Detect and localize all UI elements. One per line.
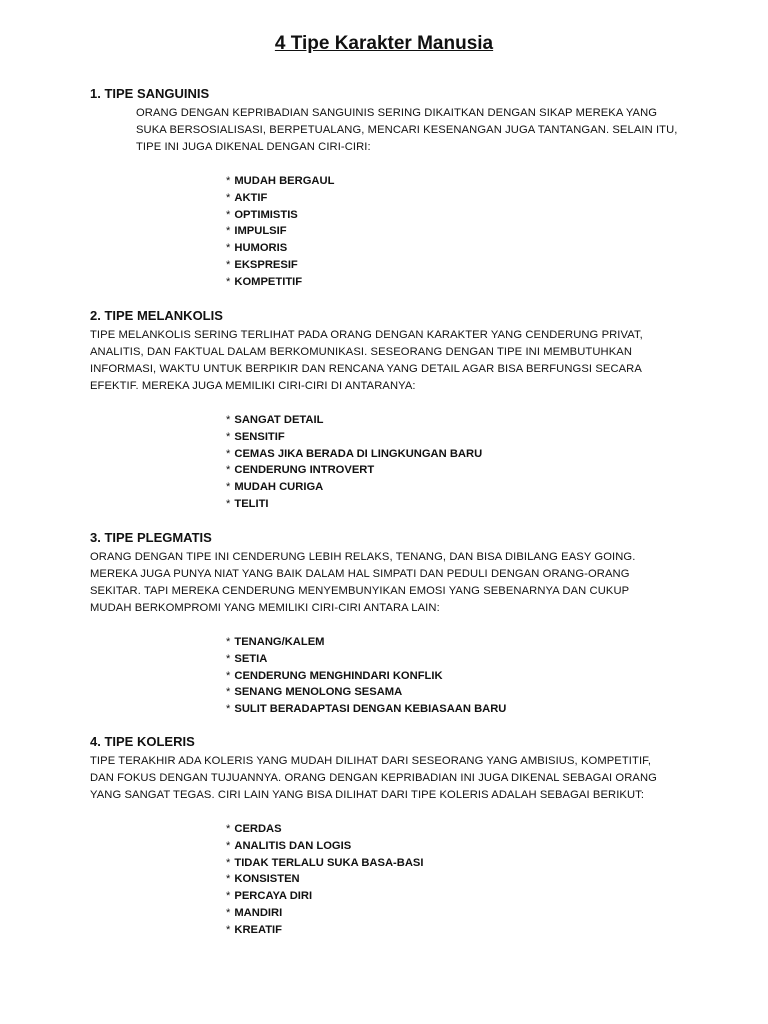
list-item-text: HUMORIS <box>234 242 288 255</box>
paragraph-line: SEKITAR. TAPI MEREKA CENDERUNG MENYEMBUNYIKAN EMOSI YANG SEBENARNYA DAN CUKUP <box>90 585 630 597</box>
section-paragraph <box>90 549 708 617</box>
section-koleris <box>90 733 708 939</box>
list-item-text: CEMAS JIKA BERADA DI LINGKUNGAN BARU <box>234 447 483 460</box>
paragraph-line: INFORMASI, WAKTU UNTUK BERPIKIR DAN RENCANA YANG DETAIL AGAR BISA BERFUNGSI SECARA <box>90 363 642 375</box>
bullet-marker: * <box>226 923 231 936</box>
paragraph-line: DAN FOKUS DENGAN TUJUANNYA. ORANG DENGAN KEPRIBADIAN INI JUGA DIKENAL SEBAGAI ORANG <box>90 772 657 784</box>
list-item-text: MANDIRI <box>234 906 283 919</box>
list-item-text: CENDERUNG MENGHINDARI KONFLIK <box>234 669 443 682</box>
list-item-text: EKSPRESIF <box>234 258 298 271</box>
paragraph-line: TIPE MELANKOLIS SERING TERLIHAT PADA ORANG DENGAN KARAKTER YANG CENDERUNG PRIVAT, <box>90 329 643 341</box>
bullet-marker: * <box>226 225 231 238</box>
paragraph-line: TIPE TERAKHIR ADA KOLERIS YANG MUDAH DILIHAT DARI SESEORANG YANG AMBISIUS, KOMPETITIF, <box>90 755 652 767</box>
list-item <box>226 838 708 855</box>
list-item-text: TIDAK TERLALU SUKA BASA-BASI <box>234 856 424 869</box>
paragraph-line: ORANG DENGAN TIPE INI CENDERUNG LEBIH RELAKS, TENANG, DAN BISA DIBILANG EASY GOING. <box>90 551 636 563</box>
bullet-marker: * <box>226 430 231 443</box>
bullet-marker: * <box>226 703 231 716</box>
bullet-marker: * <box>226 497 231 510</box>
list-item-text: KREATIF <box>234 923 283 936</box>
list-item <box>226 240 708 257</box>
list-item <box>226 412 708 429</box>
bullet-marker: * <box>226 890 231 903</box>
bullet-marker: * <box>226 175 231 187</box>
paragraph-line: SUKA BERSOSIALISASI, BERPETUALANG, MENCARI KESENANGAN JUGA TANTANGAN. SELAIN ITU, <box>136 124 678 136</box>
paragraph-line: MEREKA JUGA PUNYA NIAT YANG BAIK DALAM HAL SIMPATI DAN PEDULI DENGAN ORANG-ORANG <box>90 568 630 580</box>
list-item <box>226 634 708 651</box>
bullet-marker: * <box>226 191 231 204</box>
list-item <box>226 701 708 718</box>
list-item <box>226 651 708 668</box>
section-heading: 4. TIPE KOLERIS <box>90 734 195 749</box>
paragraph-line: ORANG DENGAN KEPRIBADIAN SANGUINIS SERING DIKAITKAN DENGAN SIKAP MEREKA YANG <box>136 107 658 119</box>
list-item <box>226 888 708 905</box>
list-item <box>226 274 708 291</box>
bullet-marker: * <box>226 823 231 835</box>
list-item-text: ANALITIS DAN LOGIS <box>234 839 352 852</box>
paragraph-line: ANALITIS, DAN FAKTUAL DALAM BERKOMUNIKASI. SESEORANG DENGAN TIPE INI MEMBUTUHKAN <box>90 346 632 358</box>
list-item <box>226 922 708 939</box>
list-item <box>226 173 708 190</box>
bullet-marker: * <box>226 481 231 494</box>
list-item-text: SETIA <box>234 652 268 665</box>
bullet-marker: * <box>226 208 231 221</box>
list-item-text: TENANG/KALEM <box>234 636 325 648</box>
list-item <box>226 668 708 685</box>
list-item <box>226 479 708 496</box>
list-item-text: SENANG MENOLONG SESAMA <box>234 686 403 699</box>
section-paragraph <box>90 753 708 804</box>
list-item <box>226 462 708 479</box>
list-item <box>226 446 708 463</box>
list-item-text: CERDAS <box>234 823 282 835</box>
bullet-marker: * <box>226 464 231 477</box>
section-sanguinis <box>90 85 708 291</box>
section-heading: 3. TIPE PLEGMATIS <box>90 530 212 545</box>
bullet-marker: * <box>226 839 231 852</box>
list-item-text: AKTIF <box>234 191 268 204</box>
bullet-marker: * <box>226 652 231 665</box>
paragraph-line: YANG SANGAT TEGAS. CIRI LAIN YANG BISA DILIHAT DARI TIPE KOLERIS ADALAH SEBAGAI BERIKUT: <box>90 789 645 801</box>
bullet-marker: * <box>226 636 231 648</box>
list-item <box>226 190 708 207</box>
bullet-marker: * <box>226 669 231 682</box>
list-item <box>226 871 708 888</box>
section-heading: 1. TIPE SANGUINIS <box>90 86 210 101</box>
bullet-marker: * <box>226 856 231 869</box>
trait-list <box>226 173 708 291</box>
list-item <box>226 223 708 240</box>
bullet-marker: * <box>226 242 231 255</box>
list-item-text: MUDAH BERGAUL <box>234 175 335 187</box>
section-melankolis <box>90 307 708 513</box>
bullet-marker: * <box>226 275 231 288</box>
list-item <box>226 855 708 872</box>
list-item <box>226 905 708 922</box>
bullet-marker: * <box>226 447 231 460</box>
list-item-text: PERCAYA DIRI <box>234 890 313 903</box>
list-item-text: SULIT BERADAPTASI DENGAN KEBIASAAN BARU <box>234 703 507 716</box>
bullet-marker: * <box>226 686 231 699</box>
list-item <box>226 207 708 224</box>
bullet-marker: * <box>226 873 231 886</box>
list-item-text: SENSITIF <box>234 430 285 443</box>
list-item <box>226 821 708 838</box>
paragraph-line: MUDAH BERKOMPROMI YANG MEMILIKI CIRI-CIRI ANTARA LAIN: <box>90 602 440 614</box>
list-item-text: KOMPETITIF <box>234 275 303 288</box>
paragraph-line: TIPE INI JUGA DIKENAL DENGAN CIRI-CIRI: <box>136 141 371 153</box>
trait-list <box>226 412 708 513</box>
trait-list <box>226 634 708 718</box>
bullet-marker: * <box>226 258 231 271</box>
list-item-text: TELITI <box>234 497 269 510</box>
section-paragraph <box>90 327 708 395</box>
bullet-marker: * <box>226 414 231 426</box>
trait-list <box>226 821 708 939</box>
list-item-text: KONSISTEN <box>234 873 300 886</box>
list-item-text: SANGAT DETAIL <box>234 414 324 426</box>
document-title: 4 Tipe Karakter Manusia <box>274 33 494 54</box>
list-item <box>226 429 708 446</box>
section-plegmatis <box>90 529 708 718</box>
section-paragraph <box>90 105 708 156</box>
list-item-text: CENDERUNG INTROVERT <box>234 464 375 477</box>
list-item-text: IMPULSIF <box>234 225 287 238</box>
bullet-marker: * <box>226 906 231 919</box>
list-item-text: MUDAH CURIGA <box>234 481 324 494</box>
section-heading: 2. TIPE MELANKOLIS <box>90 308 223 323</box>
list-item <box>226 257 708 274</box>
list-item-text: OPTIMISTIS <box>234 208 298 221</box>
paragraph-line: EFEKTIF. MEREKA JUGA MEMILIKI CIRI-CIRI DI ANTARANYA: <box>90 380 416 392</box>
list-item <box>226 684 708 701</box>
list-item <box>226 496 708 513</box>
